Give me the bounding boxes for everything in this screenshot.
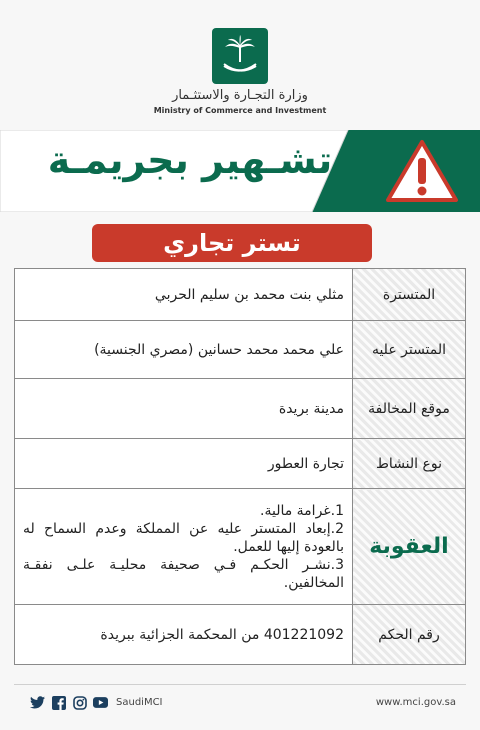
concealed-person-value: علي محمد محمد حسانين (مصري الجنسية) xyxy=(15,321,353,379)
youtube-icon[interactable] xyxy=(93,695,108,710)
penalty-value xyxy=(15,489,353,605)
social-links xyxy=(30,695,163,710)
concealer-label: المتسترة xyxy=(353,269,466,321)
table-row xyxy=(15,269,466,321)
verdict-number-label: رقم الحكم xyxy=(353,605,466,665)
crime-type-badge: تستر تجاري xyxy=(92,224,372,262)
table-row xyxy=(15,379,466,439)
penalty-label: العقوبة xyxy=(353,489,466,605)
penalty-line-1: 1.غرامة مالية. xyxy=(260,502,344,519)
concealed-person-label: المتستر عليه xyxy=(353,321,466,379)
page-title: تشـهير بجريمـة xyxy=(47,138,333,182)
penalty-line-3: 3.نشـر الحكـم فـي صحيفة محليـة علـى نفقـة المخالفين. xyxy=(23,556,344,591)
instagram-icon[interactable] xyxy=(72,695,87,710)
table-row xyxy=(15,439,466,489)
table-row xyxy=(15,489,466,605)
table-row xyxy=(15,321,466,379)
footer-divider xyxy=(14,684,466,685)
ministry-name-english: Ministry of Commerce and Investment xyxy=(153,106,327,115)
warning-triangle-icon xyxy=(384,138,460,204)
table-row xyxy=(15,605,466,665)
details-table xyxy=(14,268,466,665)
activity-type-value: تجارة العطور xyxy=(15,439,353,489)
facebook-icon[interactable] xyxy=(51,695,66,710)
penalty-line-2: 2.إبعاد المتستر عليه عن المملكة وعدم السماح له بالعودة إليها للعمل. xyxy=(23,520,344,555)
social-handle[interactable]: SaudiMCI xyxy=(116,697,163,708)
ministry-name-arabic: وزارة التجـارة والاستثـمار xyxy=(172,88,308,103)
concealer-value: مثلي بنت محمد بن سليم الحربي xyxy=(15,269,353,321)
violation-location-value: مدينة بريدة xyxy=(15,379,353,439)
verdict-number-value: 401221092 من المحكمة الجزائية ببريدة xyxy=(15,605,353,665)
website-link[interactable]: www.mci.gov.sa xyxy=(375,697,456,708)
ministry-logo xyxy=(212,28,268,84)
violation-location-label: موقع المخالفة xyxy=(353,379,466,439)
twitter-icon[interactable] xyxy=(30,695,45,710)
activity-type-label: نوع النشاط xyxy=(353,439,466,489)
